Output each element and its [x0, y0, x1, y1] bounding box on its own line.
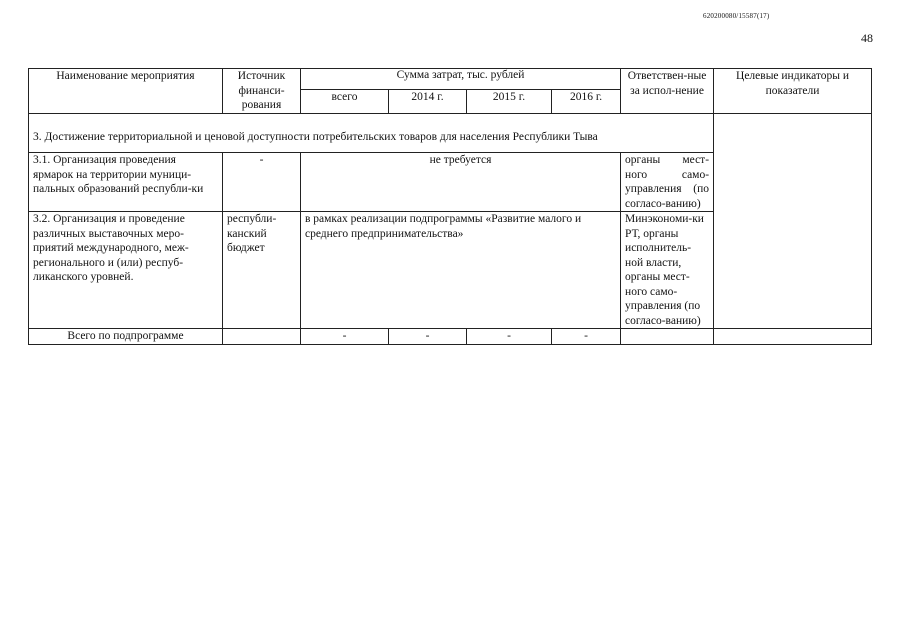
total-2014: -: [389, 329, 467, 345]
total-all: -: [301, 329, 389, 345]
header-source: Источник финанси-рования: [223, 69, 301, 114]
total-2016: -: [552, 329, 621, 345]
total-label: Всего по подпрограмме: [29, 329, 223, 345]
total-2015: -: [467, 329, 552, 345]
header-2016: 2016 г.: [552, 90, 621, 113]
page-number: 48: [861, 31, 873, 45]
row-source: республи-канский бюджет: [223, 212, 301, 329]
row-sum-note: в рамках реализации подпрограммы «Развитие малого и среднего предпринимательства»: [301, 212, 621, 329]
header-responsible: Ответствен-ные за испол-нение: [621, 69, 714, 114]
row-source: -: [223, 153, 301, 212]
header-total: всего: [301, 90, 389, 113]
section-row: [29, 113, 872, 153]
row-responsible: Минэкономи-ки РТ, органы исполнитель-ной власти, органы мест-ного само-управления (по согласо-ванию): [621, 212, 714, 329]
row-name: 3.2. Организация и проведение различных выставочных меро-приятий международного, меж-регионального и (или) респуб-ликанского уровней.: [29, 212, 223, 329]
total-source: [223, 329, 301, 345]
header-name: Наименование мероприятия: [29, 69, 223, 114]
document-id: 620200080/15587(17): [703, 12, 770, 20]
total-targets: [714, 329, 872, 345]
header-sum: Сумма затрат, тыс. рублей: [301, 69, 621, 90]
targets-cell: [714, 113, 872, 329]
total-row: [29, 329, 872, 345]
header-2015: 2015 г.: [467, 90, 552, 113]
total-responsible: [621, 329, 714, 345]
table-header-row-1: [29, 69, 872, 90]
header-targets: Целевые индикаторы и показатели: [714, 69, 872, 114]
section-title: 3. Достижение территориальной и ценовой доступности потребительских товаров для населения Республики Тыва: [29, 113, 714, 153]
row-name: 3.1. Организация проведения ярмарок на территории муници-пальных образований республи-ки: [29, 153, 223, 212]
row-sum-note: не требуется: [301, 153, 621, 212]
header-2014: 2014 г.: [389, 90, 467, 113]
program-table: [28, 68, 872, 345]
row-responsible: органы мест-ного само-управления (по согласо-ванию): [621, 153, 714, 212]
